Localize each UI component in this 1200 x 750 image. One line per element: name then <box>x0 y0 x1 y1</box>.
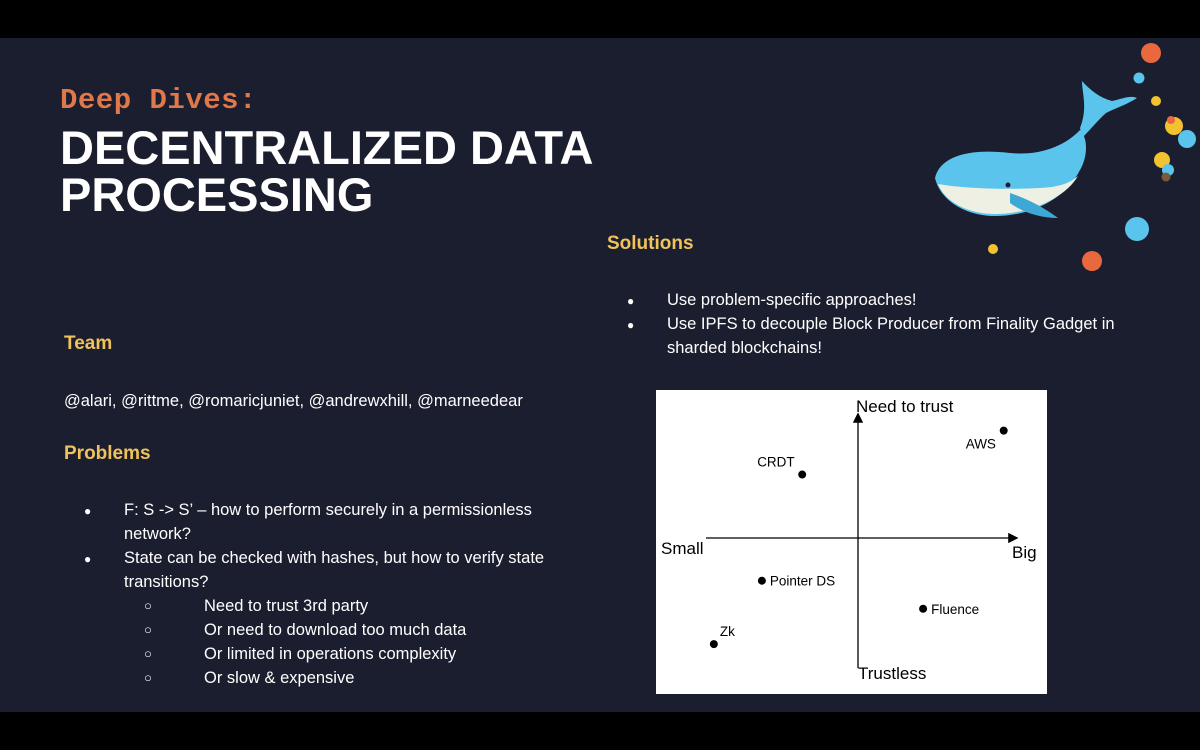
whale-eye <box>1006 183 1011 188</box>
chart-point <box>1000 427 1008 435</box>
axis-label-left: Small <box>661 539 704 558</box>
axis-label-top: Need to trust <box>856 397 954 416</box>
chart-point-label: Zk <box>719 624 735 640</box>
axis-label-bottom: Trustless <box>858 664 927 683</box>
solutions-heading: Solutions <box>607 233 694 254</box>
bubble-dot <box>1125 217 1149 241</box>
quadrant-chart <box>656 390 1047 694</box>
bubble-dot <box>1082 251 1102 271</box>
problem-subitem: ○ Or limited in operations complexity <box>144 642 564 666</box>
problem-subitem: ○ Or slow & expensive <box>144 666 564 690</box>
bubble-dot <box>1141 43 1161 63</box>
bubble-dot <box>1151 96 1161 106</box>
bubble-dot <box>1178 130 1196 148</box>
bubble-dot <box>1167 116 1175 124</box>
problems-list <box>84 498 564 690</box>
team-heading: Team <box>64 333 113 354</box>
problems-heading: Problems <box>64 443 151 464</box>
bubble-dot <box>1162 173 1171 182</box>
slide-title-line-2: PROCESSING <box>60 168 374 221</box>
solution-item: ● Use IPFS to decouple Block Producer from Finality Gadget in sharded blockchains! <box>627 312 1127 360</box>
slide-title <box>60 121 680 221</box>
chart-point-label: Pointer DS <box>769 573 836 589</box>
chart-point-label: AWS <box>965 436 996 452</box>
chart-point <box>798 471 806 479</box>
chart-point-label: CRDT <box>757 454 795 470</box>
whale-tail <box>1080 81 1137 138</box>
solutions-list <box>627 288 1127 360</box>
slide-title-line-1: DECENTRALIZED DATA <box>60 121 594 174</box>
problem-subitem: ○ Or need to download too much data <box>144 618 564 642</box>
team-members: @alari, @rittme, @romaricjuniet, @andrewxhill, @marneedear <box>64 392 523 410</box>
chart-point <box>710 640 718 648</box>
slide <box>0 38 1200 712</box>
bubble-dot <box>988 244 998 254</box>
chart-point-label: Fluence <box>931 601 980 617</box>
axis-label-right: Big <box>1012 543 1037 562</box>
solution-item: ● Use problem-specific approaches! <box>627 288 1127 312</box>
whale-illustration <box>930 38 1200 278</box>
problem-item: ● F: S -> S’ – how to perform securely in a permissionless network? <box>84 498 564 546</box>
slide-subtitle: Deep Dives: <box>60 84 257 117</box>
bubble-dot <box>1134 73 1145 84</box>
chart-point <box>758 577 766 585</box>
problem-item: ● State can be checked with hashes, but how to verify state transitions? <box>84 546 564 594</box>
problem-subitem: ○ Need to trust 3rd party <box>144 594 564 618</box>
chart-point <box>919 605 927 613</box>
